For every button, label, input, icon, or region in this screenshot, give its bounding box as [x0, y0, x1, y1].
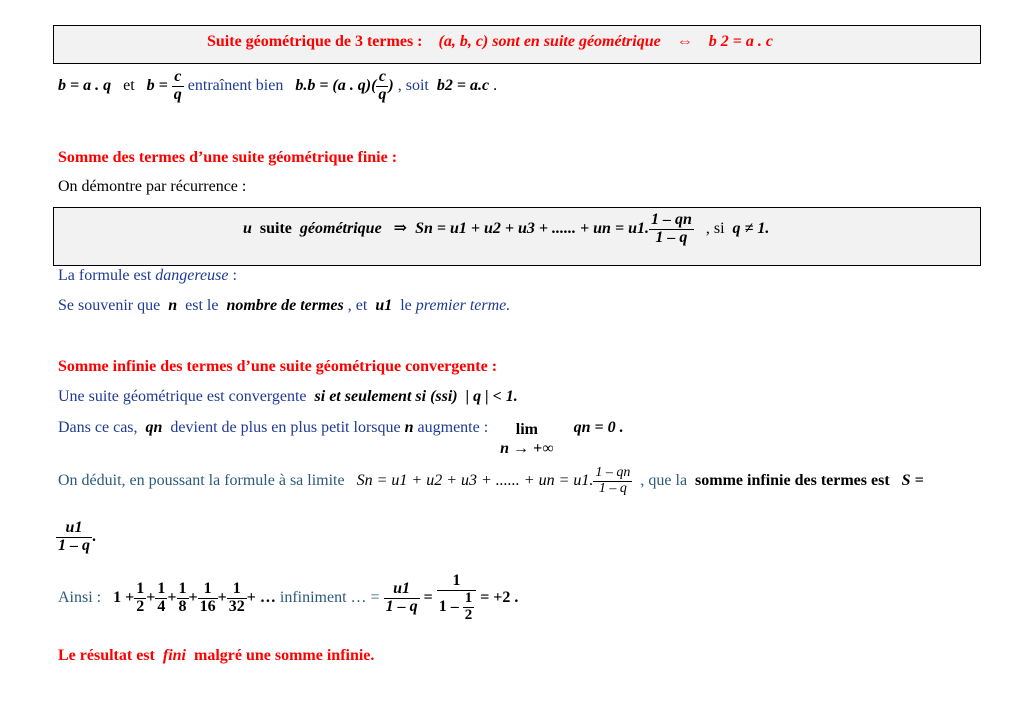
result-dot: . — [92, 527, 96, 545]
conclusion-line — [58, 648, 374, 664]
convergence-text: Une suite géométrique est convergente — [58, 388, 307, 405]
definition-formula: b 2 = a . c — [708, 33, 773, 50]
proof-close: ) — [388, 76, 394, 94]
warning-u1: u1 — [375, 297, 393, 314]
definition-title: Suite géométrique de 3 termes : — [207, 33, 423, 50]
example-term-fraction: $\frac{1}{16}$ — [199, 579, 216, 615]
finite-cond: , si — [705, 219, 725, 237]
finite-sum-formula — [243, 212, 769, 247]
warning-n: n — [168, 297, 178, 314]
fraction-deduce: $\frac{1 - qn}{1 - q}$ — [595, 465, 631, 496]
warning-dangerous: dangereuse — [155, 267, 229, 284]
fraction-u1-over-1-q: $\frac{u1}{1 - q}$ — [58, 519, 90, 554]
proof-b-eq: b = — [146, 76, 168, 94]
example-term-fraction: $\frac{1}{8}$ — [178, 579, 187, 615]
equivalence-symbol: ⇔ — [676, 33, 693, 50]
example-term-fraction: $\frac{1}{2}$ — [136, 579, 145, 615]
finite-u: u — [243, 219, 252, 237]
proof-b-aq: b = a . q — [58, 76, 112, 94]
conclusion-text-c: malgré une somme infinie. — [193, 647, 375, 664]
convergence-condition: | q | < 1. — [465, 388, 518, 405]
convergence-line — [58, 389, 518, 405]
warning-line-2 — [58, 298, 510, 314]
warning-line-1 — [58, 268, 237, 284]
deduce-formula: Sn = u1 + u2 + u3 + ...... + un = u1. — [356, 471, 594, 489]
example-one-plus: 1 + — [113, 588, 135, 606]
example-term-fraction: $\frac{1}{32}$ — [228, 579, 245, 615]
warning-est-le: est le — [185, 297, 219, 314]
example-plus: + — [217, 588, 227, 606]
example-terms — [134, 579, 247, 615]
proof-bb: b.b = (a . q)( — [295, 76, 377, 94]
example-term-fraction: $\frac{1}{4}$ — [157, 579, 166, 615]
finite-suite: suite — [259, 219, 292, 237]
section-finite-title: Somme des termes d’une suite géométrique finie : — [58, 149, 398, 166]
deduce-text: On déduit, en poussant la formule à sa limite — [58, 471, 345, 489]
example-infiniment: infiniment … = — [279, 588, 380, 606]
implies-symbol: ⇒ — [393, 219, 408, 237]
finite-sn-formula: Sn = u1 + u2 + u3 + ...... + un = u1. — [415, 219, 649, 237]
convergence-iff: si et seulement si (ssi) — [314, 388, 458, 405]
limit-case-text: Dans ce cas, — [58, 419, 138, 436]
finite-cond2: q ≠ 1. — [732, 219, 770, 237]
definition-line — [207, 34, 773, 50]
proof-result: b2 = a.c — [436, 76, 490, 94]
warning-remember: Se souvenir que — [58, 297, 161, 314]
deduce-line — [58, 466, 924, 496]
section-finite-intro: On démontre par récurrence : — [58, 178, 247, 195]
proof-soit: , soit — [397, 76, 429, 94]
example-fraction-compound: 1 1 – $\frac{1}{2}$ — [437, 573, 477, 623]
limit-result: qn = 0 . — [573, 419, 624, 436]
limit-operator: lim n → +∞ — [500, 421, 554, 458]
section-infinite-title: Somme infinie des termes d’une suite géométrique convergente : — [58, 358, 498, 375]
example-dots: + … — [246, 588, 276, 606]
limit-desc: devient de plus en plus petit lorsque — [170, 419, 401, 436]
deduce-que-la: , que la — [640, 471, 688, 489]
fraction-finite-sum: $\frac{1 - qn}{1 - q}$ — [650, 211, 692, 246]
limit-increases: augmente : — [417, 419, 489, 436]
example-result: = +2 . — [480, 588, 519, 606]
proof-text: entraînent bien — [187, 76, 284, 94]
example-line — [58, 573, 518, 623]
deduce-S: S = — [901, 471, 924, 489]
example-equals: = — [423, 588, 433, 606]
deduce-infinite-sum: somme infinie des termes est — [695, 471, 890, 489]
conclusion-text-a: Le résultat est — [58, 647, 155, 664]
definition-statement: (a, b, c) sont en suite géométrique — [438, 33, 661, 50]
warning-text-a: La formule est — [58, 267, 152, 284]
example-plus: + — [188, 588, 198, 606]
limit-qn: qn — [145, 419, 163, 436]
proof-line — [58, 69, 497, 104]
proof-dot: . — [493, 76, 498, 94]
fraction-c-over-q: $\frac{c}{q}$ — [173, 68, 182, 103]
warning-colon: : — [232, 267, 237, 284]
warning-le: le — [400, 297, 412, 314]
example-plus: + — [146, 588, 156, 606]
fraction-c-over-q-2: $\frac{c}{q}$ — [378, 68, 387, 103]
finite-geo: géométrique — [299, 219, 382, 237]
warning-number-of-terms: nombre de termes — [226, 297, 344, 314]
conclusion-fini: fini — [162, 647, 186, 664]
warning-first-term: premier terme. — [415, 297, 511, 314]
limit-line — [58, 420, 624, 458]
example-fraction-u1: $\frac{u1}{1 - q}$ — [385, 579, 418, 615]
infinite-sum-result — [56, 520, 96, 555]
example-plus: + — [167, 588, 177, 606]
warning-et: , et — [347, 297, 368, 314]
limit-n: n — [404, 419, 414, 436]
proof-et: et — [123, 76, 135, 94]
example-ainsi: Ainsi : — [58, 588, 102, 606]
